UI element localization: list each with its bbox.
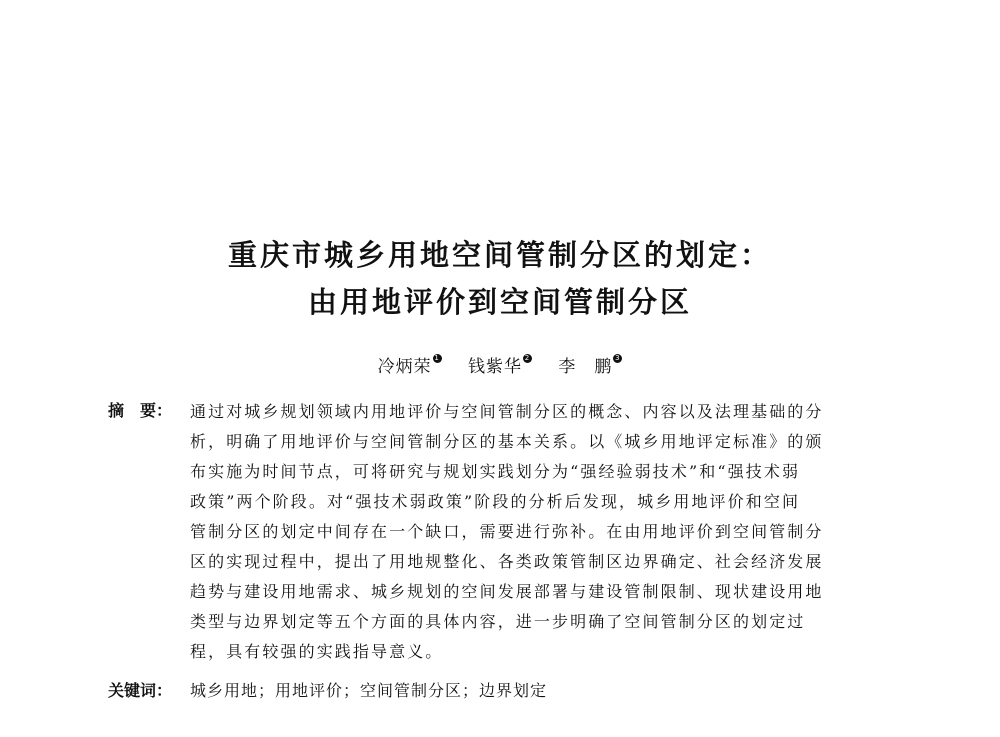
abstract-line: 管制分区的划定中间存在一个缺口，需要进行弥补。在由用地评价到空间管制分 — [190, 522, 824, 541]
author-name: 李 鹏 — [558, 357, 613, 377]
abstract-line: 区的实现过程中，提出了用地规整化、各类政策管制区边界确定、社会经济发展 — [190, 552, 824, 571]
abstract-line: 类型与边界划定等五个方面的具体内容，进一步明确了空间管制分区的划定过 — [190, 612, 806, 631]
abstract-line: 通过对城乡规划领域内用地评价与空间管制分区的概念、内容以及法理基础的分 — [190, 402, 824, 421]
abstract-label — [108, 398, 172, 421]
abstract-label-char-2: 要： — [140, 401, 173, 420]
abstract-line: 政策”两个阶段。对“强技术弱政策”阶段的分析后发现，城乡用地评价和空间 — [190, 492, 801, 511]
abstract-line: 趋势与建设用地需求、城乡规划的空间发展部署与建设管制限制、现状建设用地 — [190, 582, 824, 601]
keywords-text: 城乡用地；用地评价；空间管制分区；边界划定 — [190, 681, 548, 700]
author-2 — [468, 352, 532, 377]
keywords-label: 关键词： — [108, 681, 173, 700]
abstract-label-char-1: 摘 — [108, 401, 125, 420]
author-footnote-mark: 3 — [615, 354, 621, 362]
author-footnote-mark: 2 — [524, 354, 531, 362]
paper-title-line-1: 重庆市城乡用地空间管制分区的划定： — [227, 238, 772, 272]
author-1 — [378, 352, 442, 377]
author-3 — [558, 352, 622, 377]
abstract-line: 程，具有较强的实践指导意义。 — [190, 642, 444, 661]
author-list — [0, 352, 1000, 377]
author-footnote-mark: 1 — [434, 354, 440, 362]
paper-title-line-2: 由用地评价到空间管制分区 — [307, 285, 692, 319]
abstract-body — [190, 397, 902, 667]
author-name: 冷炳荣 — [377, 357, 432, 377]
author-name: 钱紫华 — [468, 357, 522, 377]
abstract-line: 布实施为时间节点，可将研究与规划实践划分为“强经验弱技术”和“强技术弱 — [190, 462, 801, 481]
abstract-line: 析，明确了用地评价与空间管制分区的基本关系。以《城乡用地评定标准》的颁 — [190, 432, 824, 451]
